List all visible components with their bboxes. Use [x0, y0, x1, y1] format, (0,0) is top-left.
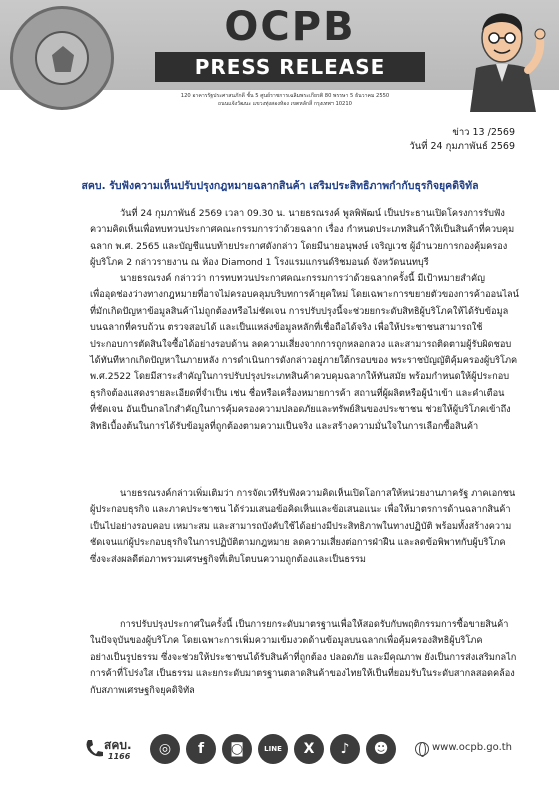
paragraph-line: ได้ทันทีหากเกิดปัญหาในภายหลัง การดำเนินการดังกล่าวอยู่ภายใต้กรอบของ พระราชบัญญัติคุ้มครองผู้บริโภค — [90, 355, 518, 367]
paragraph-line: อย่างเป็นรูปธรรม ซึ่งจะช่วยให้ประชาชนได้รับสินค้าที่ถูกต้อง ปลอดภัย และมีคุณภาพ ยังเป็นการส่งเสริมกลไก — [90, 651, 517, 663]
paragraph-line: ผู้ประกอบธุรกิจ และภาคประชาชน ได้ร่วมเสนอข้อคิดเห็นและข้อเสนอแนะ เพื่อให้มาตรการด้านฉลากสินค้า — [90, 504, 511, 516]
org-address: 120 อาคารรัฐประศาสนภักดี ชั้น 5 ศูนย์ราชการเฉลิมพระเกียรติ 80 พรรษา 5 ธันวาคม 2550 ถนนแจ้งวัฒนะ แขวงทุ่งสองห้อง เขตหลักสี่ กรุงเทพฯ 10210 — [180, 93, 390, 107]
paragraph-line: ฉลาก พ.ศ. 2565 และบัญชีแนบท้ายประกาศดังกล่าว โดยมีนายอนุพงษ์ เจริญเวช ผู้อำนวยการกองคุ้มครอง — [90, 240, 508, 252]
paragraph-line: กับสภาพเศรษฐกิจยุคดิจิทัล — [90, 684, 195, 696]
line-icon[interactable]: LINE — [258, 734, 288, 764]
paragraph-4 — [90, 617, 520, 699]
news-date: วันที่ 24 กุมภาพันธ์ 2569 — [409, 141, 515, 152]
paragraph-line: ที่ชัดเจน อันเป็นกลไกสำคัญในการคุ้มครองความปลอดภัยและทรัพย์สินของประชาชน ช่วยให้ผู้บริโภคเข้าถึง — [90, 404, 511, 416]
paragraph-line: พ.ศ.2522 โดยมีสาระสำคัญในการปรับปรุงประเภทสินค้าควบคุมฉลากให้ทันสมัย พร้อมกำหนดให้ผู้ประกอบ — [90, 371, 510, 383]
paragraph-line: ชัดเจนแก่ผู้ประกอบธุรกิจในการปฏิบัติตามกฎหมาย ลดความเสี่ยงต่อการฝ่าฝืน และลดข้อพิพาทกับผู้บริโภค — [90, 537, 506, 549]
globe-icon — [415, 742, 429, 756]
website-link[interactable]: www.ocpb.go.th — [432, 742, 513, 753]
paragraph-3 — [90, 486, 520, 568]
paragraph-line: ธุรกิจต้องแสดงรายละเอียดที่จำเป็น เช่น ชื่อหรือเครื่องหมายการค้า สถานที่ผู้ผลิตหรือผู้นำเข้า และคำเตือน — [90, 387, 505, 399]
news-number: ข่าว 13 /2569 — [452, 127, 515, 138]
hotline-label: สคบ. — [104, 738, 132, 752]
paragraph-line: สิทธิเบื้องต้นในการได้รับข้อมูลที่ถูกต้องตามความเป็นจริง และสร้างความมั่นใจในการเลือกซื้อสินค้า — [90, 420, 479, 432]
paragraph-line: บนฉลากที่ครบถ้วน ตรวจสอบได้ และเป็นแหล่งข้อมูลหลักที่เชื่อถือได้จริง เพื่อให้ประชาชนสามารถใช้ — [90, 322, 483, 334]
instagram-icon[interactable]: ◙ — [222, 734, 252, 764]
paragraph-line: การค้าที่โปร่งใส เป็นธรรม และยกระดับมาตรฐานตลาดสินค้าของไทยให้เป็นที่ยอมรับในระดับสากลสอดคล้อง — [90, 668, 515, 680]
paragraph-line: ในปัจจุบันของผู้บริโภค โดยเฉพาะการเพิ่มความเข้มงวดด้านข้อมูลบนฉลากเพื่อคุ้มครองสิทธิผู้บริโภค — [90, 635, 483, 647]
hotline-number: 1166 — [108, 752, 131, 761]
paragraph-line: ผู้บริโภค 2 กล่าวรายงาน ณ ห้อง Diamond 1 โรงแรมแกรนด์ริชมอนด์ จังหวัดนนทบุรี — [90, 257, 429, 269]
paragraph-line: การปรับปรุงประกาศในครั้งนี้ เป็นการยกระดับมาตรฐานเพื่อให้สอดรับกับพฤติกรรมการซื้อขายสินค้า — [120, 619, 509, 630]
paragraph-line: ที่มักเกิดปัญหาข้อมูลสินค้าไม่ถูกต้องหรือไม่ชัดเจน การปรับปรุงนี้จะช่วยยกระดับสิทธิผู้บริโภคให้ได้รับข้อมูล — [90, 305, 509, 317]
paragraph-line: เป็นไปอย่างรอบคอบ เหมาะสม และสามารถบังคับใช้ได้อย่างมีประสิทธิภาพในทางปฏิบัติ พร้อมทั้งสร้างความ — [90, 520, 512, 532]
tiktok-icon[interactable]: ♪ — [330, 734, 360, 764]
ocpb-connect-icon[interactable]: ☻ — [366, 734, 396, 764]
press-release-label: PRESS RELEASE — [155, 52, 425, 82]
x-icon[interactable]: X — [294, 734, 324, 764]
facebook-icon[interactable]: f — [186, 734, 216, 764]
press-release-banner — [0, 0, 559, 112]
ocpb-logo-icon[interactable]: ◎ — [150, 734, 180, 764]
paragraph-line: ประกอบการตัดสินใจซื้อได้อย่างรอบด้าน ลดความเสี่ยงจากการถูกหลอกลวง และสามารถติดตามผู้รับผิดชอบ — [90, 338, 512, 350]
mascot-icon — [450, 8, 550, 112]
org-title: OCPB — [224, 4, 356, 50]
paragraph-line: ซึ่งจะส่งผลดีต่อภาพรวมเศรษฐกิจที่เติบโตบนความถูกต้องและเป็นธรรม — [90, 553, 366, 565]
paragraph-1 — [90, 206, 520, 272]
headline: สคบ. รับฟังความเห็นปรับปรุงกฎหมายฉลากสินค้า เสริมประสิทธิภาพกำกับธุรกิจยุคดิจิทัล — [81, 180, 479, 192]
paragraph-line: วันที่ 24 กุมภาพันธ์ 2569 เวลา 09.30 น. นายธรณรงค์ พูลพิพัฒน์ เป็นประธานเปิดโครงการรับฟัง — [120, 208, 505, 219]
footer — [0, 722, 559, 790]
paragraph-2 — [90, 271, 520, 435]
hotline-badge[interactable] — [84, 736, 144, 764]
phone-icon — [84, 738, 104, 760]
paragraph-line: เพื่ออุดช่องว่างทางกฎหมายที่อาจไม่ครอบคลุมบริบทการค้ายุคใหม่ โดยเฉพาะการขยายตัวของการค้าออนไลน์ — [90, 289, 519, 301]
paragraph-line: นายธรณรงค์กล่าวเพิ่มเติมว่า การจัดเวทีรับฟังความคิดเห็นเปิดโอกาสให้หน่วยงานภาครัฐ ภาคเอกชน — [120, 488, 516, 499]
paragraph-line: นายธรณรงค์ กล่าวว่า การทบทวนประกาศคณะกรรมการว่าด้วยฉลากครั้งนี้ มีเป้าหมายสำคัญ — [120, 273, 485, 284]
ocpb-seal-icon — [10, 6, 114, 110]
paragraph-line: ความคิดเห็นเพื่อทบทวนประกาศคณะกรรมการว่าด้วยฉลาก เรื่อง กำหนดประเภทสินค้าให้เป็นสินค้าที่ควบคุม — [90, 224, 515, 236]
